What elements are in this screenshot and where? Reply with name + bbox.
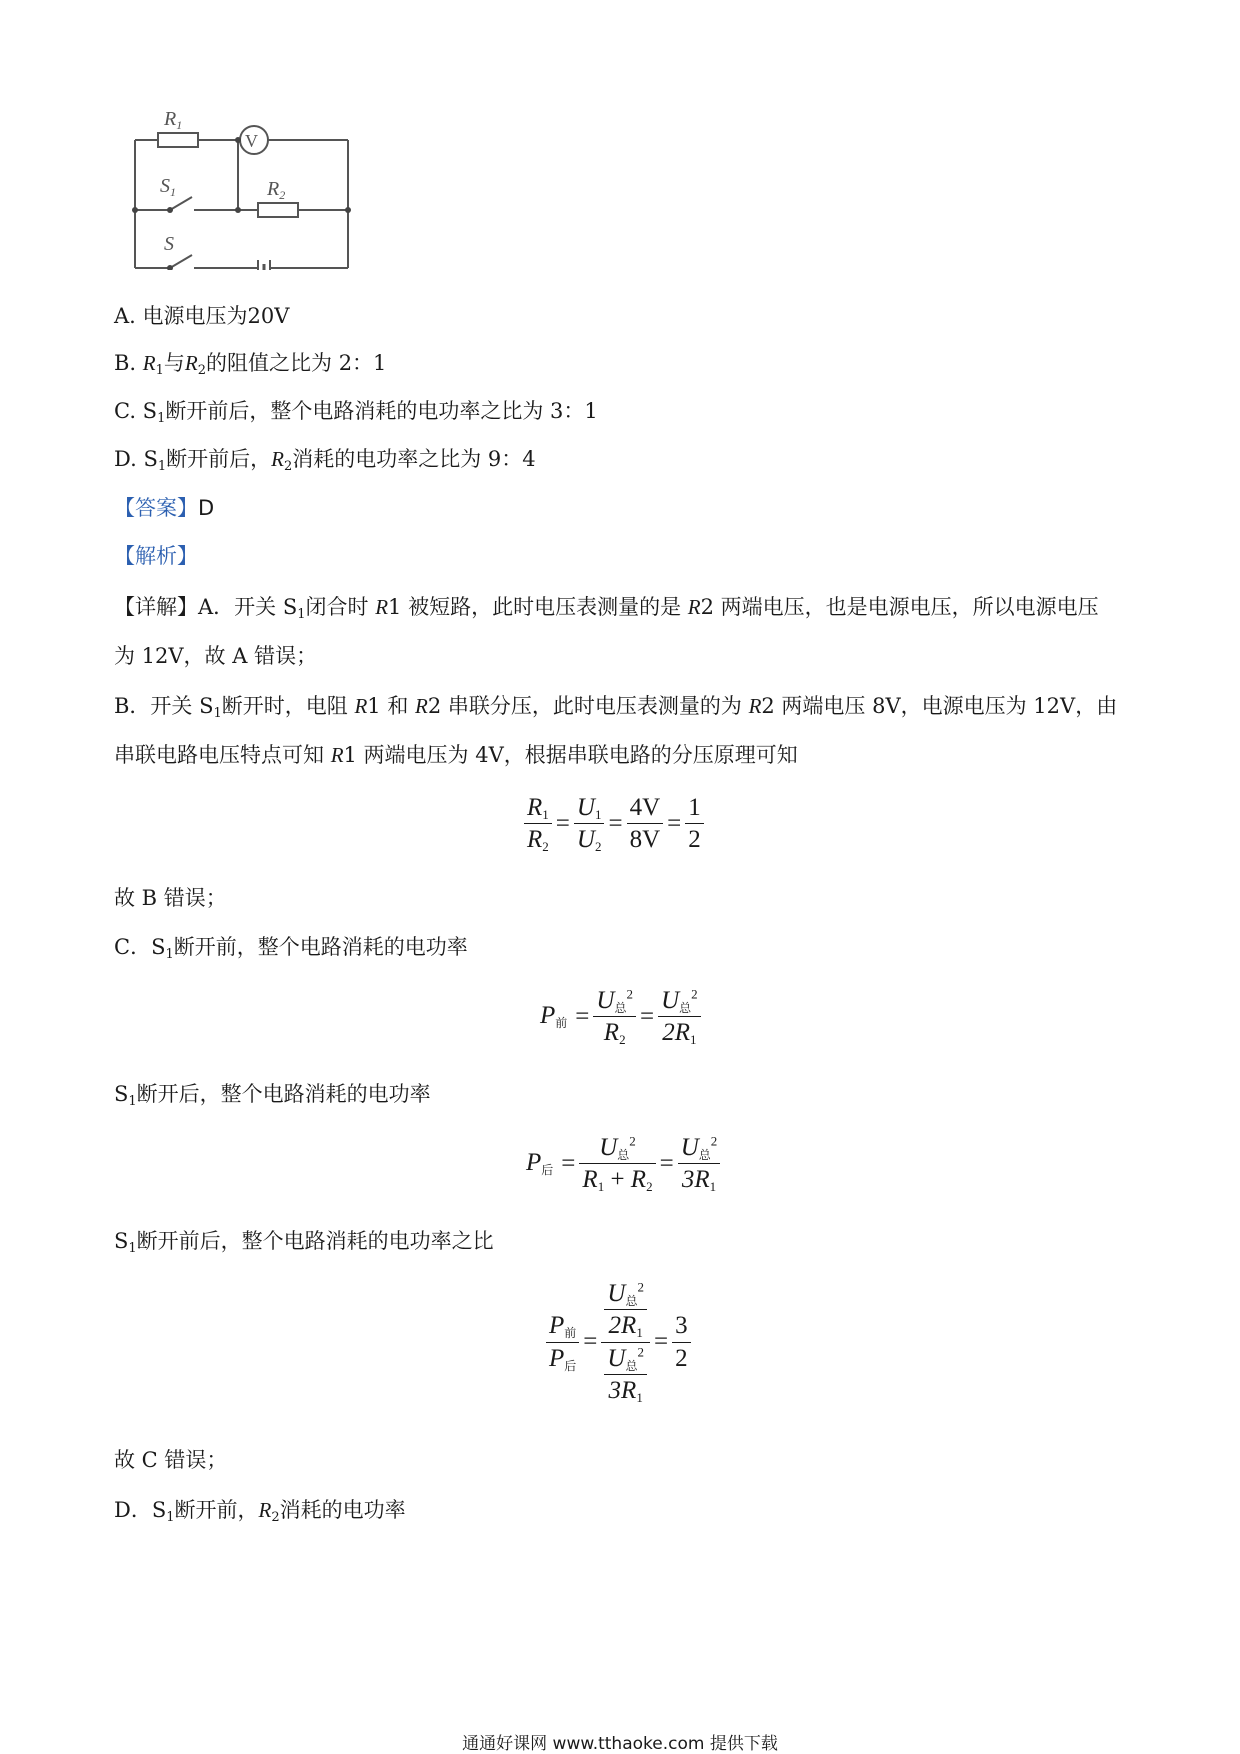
formula-voltage-ratio: $\frac{R_1}{R_2}$ = $\frac{U_1}{U_2}$ = $\frac{4V}{8V}$ = $\frac{1}{2}$ (524, 792, 704, 856)
switch-s (170, 255, 192, 268)
detail-a-line1: 【详解】A．开关 $S_1$闭合时 R1 被短路，此时电压表测量的是 R2 两端电压，也是电源电压，所以电源电压 (114, 595, 1099, 622)
answer-label: 【答案】 (114, 496, 198, 520)
formula-power-after: $P_后$ = $\frac{U_总^2}{R_1 + R_2}$ = $\frac{U_总^2}{3R_1}$ (522, 1132, 720, 1196)
formula-power-ratio: $\frac{P_前}{P_后}$ = $\frac{\frac{U_总^2}{2R_1}}{\frac{U_总^2}{3R_1}}$ = $\frac{3}{2}$ (546, 1278, 691, 1406)
analysis-label: 【解析】 (114, 544, 198, 568)
detail-c-ratio: $S_1$断开前后，整个电路消耗的电功率之比 (114, 1229, 494, 1256)
answer-line (114, 498, 214, 519)
detail-c-conclusion: 故 C 错误； (114, 1448, 228, 1472)
label-voltmeter: V (245, 131, 258, 151)
detail-a-line2: 为 12V，故 A 错误； (114, 644, 318, 668)
option-b: B. $R_1$与$R_2$的阻值之比为 2：1 (114, 351, 387, 378)
detail-b-line1: B．开关 $S_1$断开时，电阻 R1 和 R2 串联分压，此时电压表测量的为 R2 两端电压 8V，电源电压为 12V，由 (114, 694, 1118, 721)
label-r1: $R_1$ (164, 108, 183, 132)
detail-c-intro: C．$S_1$断开前，整个电路消耗的电功率 (114, 935, 468, 962)
circuit-diagram (112, 100, 372, 270)
detail-b-line2: 串联电路电压特点可知 R1 两端电压为 4V，根据串联电路的分压原理可知 (114, 743, 798, 767)
option-d: D. $S_1$断开前后，$R_2$消耗的电功率之比为 9：4 (114, 447, 536, 474)
label-s: S (164, 233, 174, 255)
resistor-r2 (258, 203, 298, 217)
detail-c-after: $S_1$断开后，整个电路消耗的电功率 (114, 1082, 431, 1109)
detail-b-conclusion: 故 B 错误； (114, 886, 227, 910)
resistor-r1 (158, 133, 198, 147)
option-c: C. $S_1$断开前后，整个电路消耗的电功率之比为 3：1 (114, 399, 598, 426)
label-s1: $S_1$ (160, 175, 176, 199)
footer-watermark: 通通好课网 www.tthaoke.com 提供下载 (462, 1734, 778, 1754)
label-r2: $R_2$ (267, 178, 286, 202)
answer-value: D (198, 496, 215, 520)
detail-d-intro: D．$S_1$断开前，$R_2$消耗的电功率 (114, 1498, 406, 1525)
option-a: A. 电源电压为20V (114, 304, 290, 328)
formula-power-before: $P_前$ = $\frac{U_总^2}{R_2}$ = $\frac{U_总^2}{2R_1}$ (536, 985, 701, 1049)
